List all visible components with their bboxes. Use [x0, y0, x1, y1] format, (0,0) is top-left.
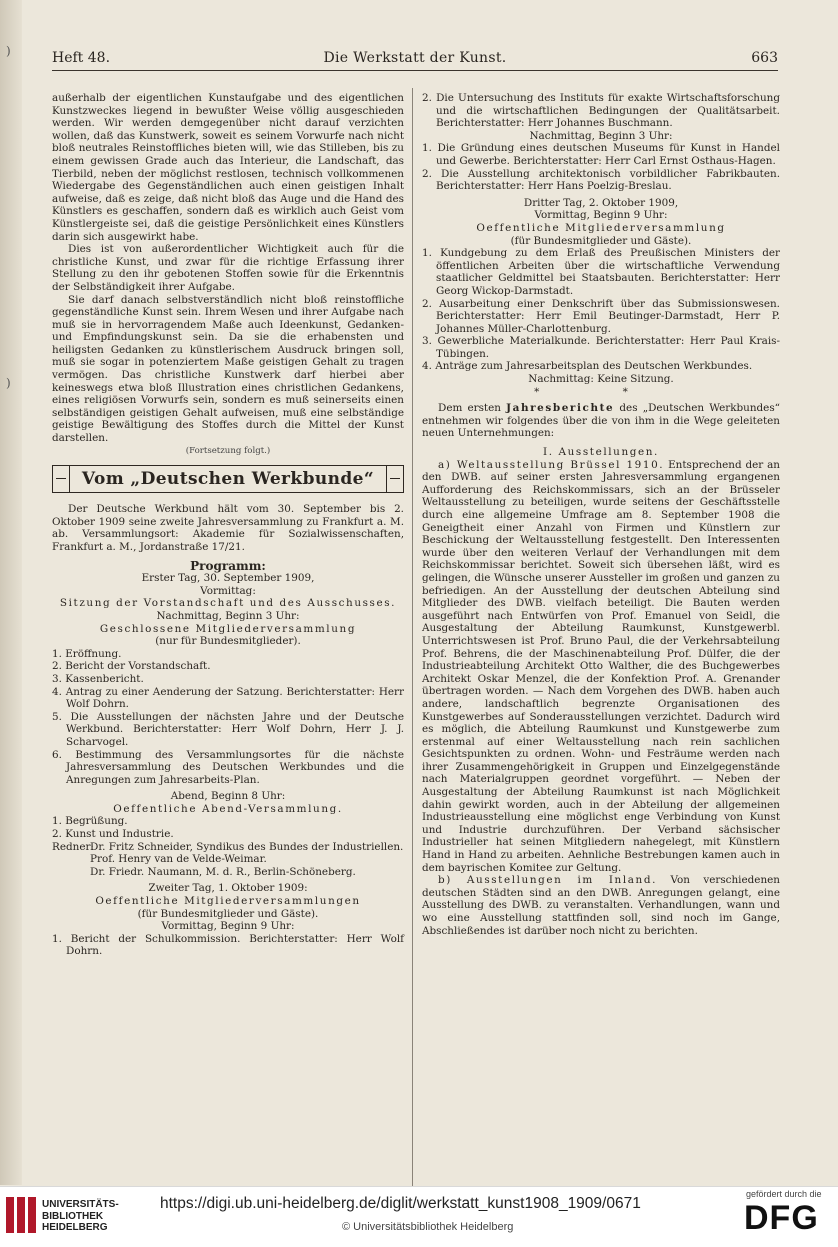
session-title: Oeffentliche Mitgliederversammlung — [476, 221, 726, 234]
speakers-list — [90, 841, 404, 879]
page-edge — [0, 0, 22, 1185]
body-paragraph: Sie darf danach selbstverständlich nicht bloß reinstoffliche gegenständliche Kunst sein. Ihrem Wesen und ihrer Aufgabe nach muß sie in hervorragendem Maße auch Ideenkunst, Gedanken- und Empfindungskunst sein. Da sie die erhabensten und heiligsten Gedanken zu künstlerischem Ausdruck bringen soll, muß sie sogar in potenziertem Maße geistigen Gehalt zu tragen vermögen. Das christliche Kunstwerk darf hierbei aber keineswegs etwa bloß Illustration eines christlichen Gedankens, eines religiösen Vorwurfs sein, sondern es muß seinerseits einen selbständigen geistigen Gehalt aufweisen, muß eine selbständige geistige Bewältigung des Stoffes durch die Mittel der Kunst darstellen. — [52, 293, 404, 445]
title-ornament — [386, 466, 403, 492]
session-title: Sitzung der Vorstandschaft und des Ausschusses. — [59, 597, 397, 610]
session-note: (für Bundesmitglieder und Gäste). — [137, 907, 319, 920]
agenda-item: 1. Begrüßung. — [52, 815, 128, 828]
report-intro-post: des „Deutschen Werkbundes“ entnehmen wir folgendes über die von ihm in die Wege geleiteten neuen Unternehmungen: — [422, 402, 780, 440]
session-time: Vormittag, Beginn 9 Uhr: — [161, 920, 295, 933]
speaker: Dr. Fritz Schneider, Syndikus des Bundes der Industriellen. — [90, 840, 404, 853]
speaker: Prof. Henry van de Velde-Weimar. — [90, 853, 267, 866]
library-name — [42, 1199, 119, 1234]
body-paragraph: Dies ist von außerordentlicher Wichtigkeit auch für die christliche Kunst, und zwar für die richtige Erfassung ihrer Stellung zu den ihr gebotenen Stoffen sowie für die Erkenntnis der Selbständigkeit ihrer Aufgabe. — [52, 243, 404, 293]
program-heading: Programm: — [190, 558, 266, 573]
section-title-box — [52, 465, 404, 493]
report-intro-pre: Dem ersten — [438, 402, 501, 415]
agenda-list — [52, 815, 404, 840]
body-paragraph: außerhalb der eigentlichen Kunstaufgabe und des eigentlichen Kunstzweckes liegend in bewußter Weise völlig ausgeschieden werden. Wir werden demgegenüber nicht darauf verzichten wollen, daß das Kunstwerk, soweit es seinem Vorwurfe nach nicht bloß neutrales Reinstoffliches bieten will, wie das Stilleben, bis zu einem gewissen Grade auch das Interieur, die Landschaft, das Tierbild, neben der möglichst restlosen, technisch vollkommenen Wiedergabe des Gegenständlichen auch einen geistigen Inhalt aufweise, daß es zeige, daß nicht bloß das Auge und die Hand des Künstlers es geschaffen, sondern daß es wirklich auch Geist vom Künstlergeiste sei, daß die geistige Persönlichkeit eines Künstlers darin sich ausgewirkt habe. — [52, 92, 404, 243]
session-note: (für Bundesmitglieder und Gäste). — [510, 234, 692, 247]
agenda-item: 2. Bericht der Vorstandschaft. — [52, 660, 211, 673]
report-intro-bold: Jahresberichte — [506, 402, 615, 415]
library-name-line: HEIDELBERG — [42, 1222, 108, 1233]
session-note: (nur für Bundesmitglieder). — [155, 635, 301, 648]
section-separator: * * — [534, 385, 668, 398]
agenda-item: 2. Die Ausstellung architektonisch vorbildlicher Fabrikbauten. Berichterstatter: Herr Hans Poelzig-Breslau. — [422, 167, 780, 193]
speakers-block — [52, 841, 404, 879]
session-time: Abend, Beginn 8 Uhr: — [170, 790, 286, 803]
viewer-footer — [0, 1186, 838, 1247]
page-number: 663 — [751, 50, 778, 66]
library-name-line: BIBLIOTHEK — [42, 1210, 104, 1222]
permalink[interactable]: https://digi.ub.uni-heidelberg.de/diglit/werkstatt_kunst1908_1909/0671 — [160, 1195, 641, 1212]
agenda-list — [422, 92, 780, 130]
agenda-item: 4. Antrag zu einer Aenderung der Satzung. Berichterstatter: Herr Wolf Dohrn. — [52, 685, 404, 711]
copyright: © Universitätsbibliothek Heidelberg — [342, 1221, 514, 1233]
day-heading: Zweiter Tag, 1. Oktober 1909: — [148, 882, 308, 895]
agenda-item: 2. Kunst und Industrie. — [52, 828, 174, 841]
session-time: Nachmittag: Keine Sitzung. — [528, 373, 674, 386]
dfg-logo[interactable]: DFG — [744, 1199, 819, 1237]
session-title: Oeffentliche Abend-Versammlung. — [113, 802, 343, 815]
agenda-item: 3. Kassenbericht. — [52, 672, 144, 685]
day-heading: Erster Tag, 30. September 1909, — [141, 572, 315, 585]
journal-title: Die Werkstatt der Kunst. — [323, 50, 507, 66]
agenda-item: 5. Die Ausstellungen der nächsten Jahre und der Deutsche Werkbund. Berichterstatter: Herr Wolf Dohrn, Herr J. J. Scharvogel. — [52, 710, 404, 748]
day-heading: Dritter Tag, 2. Oktober 1909, — [523, 196, 679, 209]
funded-by-label: gefördert durch die — [746, 1189, 822, 1199]
session-title: Geschlossene Mitgliederversammlung — [99, 622, 357, 635]
body-paragraph — [422, 874, 780, 937]
agenda-item: 1. Eröffnung. — [52, 647, 122, 660]
edge-mark: ) — [6, 376, 11, 390]
subsection-heading: I. Ausstellungen. — [543, 446, 659, 459]
agenda-item: 4. Anträge zum Jahresarbeitsplan des Deutschen Werkbundes. — [422, 360, 753, 373]
agenda-item: 1. Kundgebung zu dem Erlaß des Preußischen Ministers der öffentlichen Arbeiten über die wirtschaftliche Verwendung staatlicher Geldmittel bei Staatsbauten. Berichterstatter: Herr Georg Wickop-Darmstadt. — [422, 247, 780, 297]
session-time: Vormittag, Beginn 9 Uhr: — [534, 209, 668, 222]
agenda-list — [52, 933, 404, 958]
paragraph-label: b) Ausstellungen im Inland. — [438, 874, 658, 887]
edge-mark: ) — [6, 44, 11, 58]
report-intro — [422, 402, 780, 440]
right-column — [422, 92, 780, 937]
paragraph-text: Von verschiedenen deutschen Städten sind an den DWB. Anregungen gelangt, eine Ausstellung des DWB. zu veranstalten. Verhandlungen, wann und wo eine Ausstellung stattfinden soll, sind noch im Gange, Abschließendes ist darüber noch nicht zu berichten. — [422, 874, 780, 937]
session-time: Nachmittag, Beginn 3 Uhr: — [529, 129, 673, 142]
agenda-item: 2. Die Untersuchung des Instituts für exakte Wirtschaftsforschung und die wirtschaftlichen Bedingungen der Qualitätsarbeit. Berichterstatter: Herr Johannes Buschmann. — [422, 92, 780, 130]
page-header — [52, 48, 778, 71]
title-ornament — [53, 466, 70, 492]
agenda-item: 6. Bestimmung des Versammlungsortes für die nächste Jahresversammlung des Deutschen Werkbundes und die Anregungen zum Jahresarbeits-Plan. — [52, 748, 404, 786]
paragraph-label: a) Weltausstellung Brüssel 1910. — [438, 458, 665, 471]
agenda-item: 2. Ausarbeitung einer Denkschrift über das Submissionswesen. Berichterstatter: Herr Emil Beutinger-Darmstadt, Herr P. Johannes Müller-Charlottenburg. — [422, 297, 780, 335]
university-library-logo — [4, 1195, 38, 1235]
agenda-list — [422, 247, 780, 373]
session-time: Vormittag: — [200, 584, 256, 597]
session-time: Nachmittag, Beginn 3 Uhr: — [156, 609, 300, 622]
continuation-note: (Fortsetzung folgt.) — [185, 445, 271, 456]
left-column — [52, 92, 404, 958]
agenda-item: 3. Gewerbliche Materialkunde. Berichterstatter: Herr Paul Krais-Tübingen. — [422, 335, 780, 360]
column-divider — [412, 88, 413, 1188]
speaker: Dr. Friedr. Naumann, M. d. R., Berlin-Schöneberg. — [90, 865, 356, 878]
body-paragraph — [422, 459, 780, 875]
agenda-list — [52, 648, 404, 787]
library-name-line: UNIVERSITÄTS- — [42, 1199, 119, 1210]
agenda-list — [422, 142, 780, 192]
issue-number: Heft 48. — [52, 50, 111, 66]
agenda-item: 1. Bericht der Schulkommission. Berichterstatter: Herr Wolf Dohrn. — [52, 932, 404, 958]
agenda-item: 1. Die Gründung eines deutschen Museums für Kunst in Handel und Gewerbe. Berichterstatter: Herr Carl Ernst Osthaus-Hagen. — [422, 142, 780, 167]
announcement: Der Deutsche Werkbund hält vom 30. September bis 2. Oktober 1909 seine zweite Jahresversammlung zu Frankfurt a. M. ab. Versammlungsort: Akademie für Sozialwissenschaften, Frankfurt a. M., Jordanstraße 17/21. — [52, 503, 404, 553]
speakers-label: Redner: — [52, 840, 94, 853]
session-title: Oeffentliche Mitgliederversammlungen — [95, 895, 361, 908]
section-title: Vom „Deutschen Werkbunde“ — [81, 468, 375, 489]
paragraph-text: Entsprechend der an den DWB. auf seiner ersten Jahresversammlung ergangenen Aufforderung des Reichskommissars, sich an der Brüsseler Weltausstellung zu beteiligen, wurde seitens der Geschäftsstelle durch eine allgemeine Umfrage am 8. September 1908 die Geneigtheit einer Anzahl von Firmen und Künstlern zur Beschickung der Weltausstellung festgestellt. Den Interessenten wurde über den weiteren Verlauf der Verhandlungen mit dem Reichskommissar berichtet. Soweit sich übersehen läßt, wird es gelingen, die Wünsche unserer Aussteller im großen und ganzen zu befriedigen. An der Ausstellung der deutschen Abteilung sind Mitglieder des DWB. vielfach beteiligt. Die Bauten werden ausgeführt nach Entwürfen von Prof. Emanuel von Seidl, die Ausgestaltung der Abteilung Raumkunst, Kunstgewerbl. Unterrichtswesen ist Prof. Bruno Paul, die der Verkehrsabteilung Prof. Behrens, die der Maschinenabteilung Prof. Dülfer, die der Industrieabteilung Architekt Otto Walther, die des Buchgewerbes Architekt Oskar Menzel, die der Konfektion Prof. A. Grenander übertragen worden. — Nach dem Vorgehen des DWB. haben auch andere, landschaftlich begrenzte Organisationen des Kunstgewerbes auf Sonderausstellungen verzichtet. Dadurch wird es möglich, die Abteilung Raumkunst und Kunstgewerbe zum erstenmal auf einer Weltausstellung nach rein sachlichen Gesichtspunkten zu ordnen. Wohn- und Festräume werden nach ihrer Zusammengehörigkeit in Gruppen und Einzelgegenstände nach Materialgruppen geordnet vorgeführt. — Neben der Ausgestaltung der Abteilung Raumkunst ist nach Möglichkeit dahin gewirkt worden, auch in der Abteilung der allgemeinen Industrieausstellung eine möglichst enge Verbindung von Kunst und Industrie durchzuführen. Der Verband sächsischer Industrieller hat seinen Mitgliedern nahegelegt, mit Künstlern Hand in Hand zu arbeiten. Aehnliche Bestrebungen kamen auch in dem bayrischen Komitee zur Geltung. — [422, 458, 780, 874]
